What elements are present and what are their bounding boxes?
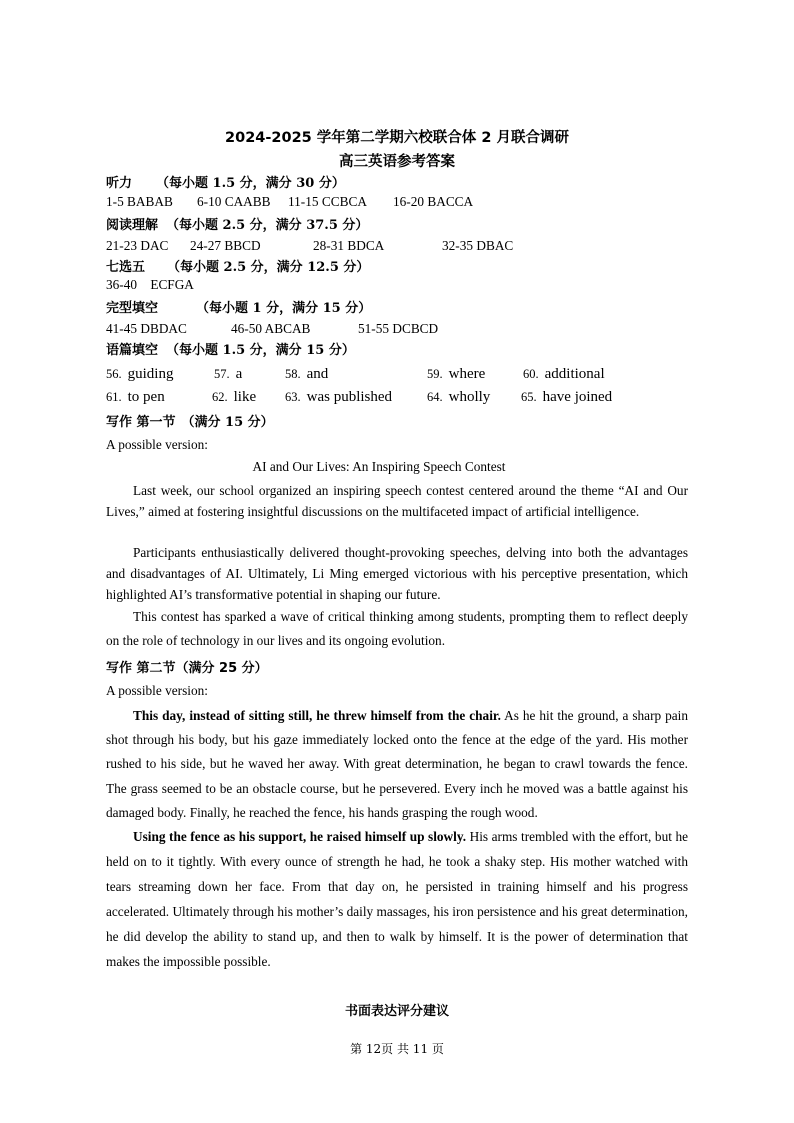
- answer-group: 28-31 BDCA: [313, 238, 385, 253]
- rubric-title: 书面表达评分建议: [344, 1004, 449, 1019]
- page-title: 2024-2025 学年第二学期六校联合体 2 月联合调研: [225, 130, 569, 146]
- grammar-answer: 57. a: [214, 366, 243, 382]
- section-label: 语篇填空: [106, 343, 159, 358]
- answer-group: 1-5 BABAB: [106, 194, 173, 209]
- answer-group: 41-45 DBDAC: [106, 321, 187, 336]
- page-footer: 第 12页 共 11 页: [350, 1042, 444, 1056]
- given-sentence: Using the fence as his support, he raised himself up slowly.: [133, 829, 467, 844]
- section-label: 完型填空: [106, 301, 159, 316]
- grammar-answer: 63. was published: [285, 389, 393, 405]
- answer-group: 36-40 ECFGA: [106, 277, 194, 292]
- section-grammar-heading: [106, 339, 355, 358]
- grammar-answer: 59. where: [427, 366, 486, 382]
- grammar-answer: 60. additional: [523, 366, 605, 382]
- section-writing1-heading: [106, 411, 274, 430]
- section-note: （满分 15 分）: [181, 415, 274, 430]
- section-writing2-heading: [106, 657, 268, 676]
- section-reading-heading: [106, 214, 368, 233]
- grammar-answer: 65. have joined: [521, 389, 613, 405]
- section-label: 七选五: [106, 260, 146, 275]
- section-label: 写作 第二节（满分 25 分）: [106, 661, 268, 676]
- essay-title: AI and Our Lives: An Inspiring Speech Contest: [252, 459, 506, 474]
- grammar-answer: 56. guiding: [106, 366, 174, 382]
- page-subtitle: 高三英语参考答案: [339, 154, 455, 170]
- story-paragraph: [106, 824, 688, 974]
- section-note: （每小题 2.5 分，满分 12.5 分）: [167, 260, 370, 275]
- answer-group: 16-20 BACCA: [393, 194, 474, 209]
- answer-group: 6-10 CAABB: [197, 194, 271, 209]
- answer-group: 51-55 DCBCD: [358, 321, 439, 336]
- answer-group: 21-23 DAC: [106, 238, 169, 253]
- continuation-text: His arms trembled with the effort, but he held on to it tightly. With every ounce of strength he had, he took a shaky step. His mother watched with tears streaming down her face. From that day on, he persisted in training himself and his progress accelerated. Ultimately through his mother’s daily massages, his iron persistence and his great determination, he did develop the ability to stand up, and then to walk by himself. It is the power of determination that makes the impossible possible.: [106, 829, 688, 969]
- grammar-answer: 62. like: [212, 389, 257, 405]
- essay-paragraph: Participants enthusiastically delivered thought-provoking speeches, delving into both the advantages and disadvantages of AI. Ultimately, Li Ming emerged victorious with his perceptive presentation, which highlighted AI’s transformative potential in shaping our future.: [106, 545, 688, 602]
- section-note: （每小题 2.5 分，满分 37.5 分）: [166, 218, 369, 233]
- given-sentence: This day, instead of sitting still, he threw himself from the chair.: [133, 708, 501, 723]
- continuation-text: As he hit the ground, a sharp pain shot through his body, but his gaze immediately locked onto the fence at the edge of the yard. His mother rushed to his side, but he waved her away. With great determination, he began to crawl towards the fence. The grass seemed to be an obstacle course, but he persevered. Every inch he moved was a battle against his damaged body. Finally, he reached the fence, his hands grasping the rough wood.: [106, 708, 688, 820]
- grammar-answer: 64. wholly: [427, 389, 491, 405]
- grammar-answer: 58. and: [285, 366, 329, 382]
- answer-group: 11-15 CCBCA: [288, 194, 367, 209]
- section-listening-heading: [106, 172, 345, 191]
- section-label: 写作 第一节: [106, 415, 176, 430]
- section-label: 阅读理解: [106, 218, 159, 233]
- section-cloze-heading: [106, 297, 371, 316]
- grammar-answer: 61. to pen: [106, 389, 165, 405]
- essay-paragraph: This contest has sparked a wave of critical thinking among students, prompting them to reflect deeply on the role of technology in our lives and its ongoing evolution.: [106, 609, 688, 648]
- version-label: A possible version:: [106, 437, 208, 452]
- section-note: （每小题 1.5 分，满分 15 分）: [166, 343, 355, 358]
- answer-group: 32-35 DBAC: [442, 238, 514, 253]
- answer-group: 24-27 BBCD: [190, 238, 261, 253]
- section-label: 听力: [106, 176, 133, 191]
- section-seven-heading: [106, 256, 369, 275]
- section-note: （每小题 1 分，满分 15 分）: [196, 301, 372, 316]
- answer-group: 46-50 ABCAB: [231, 321, 311, 336]
- story-paragraph: [106, 704, 688, 825]
- version-label: A possible version:: [106, 683, 208, 698]
- essay-paragraph: Last week, our school organized an inspiring speech contest centered around the theme “AI and Our Lives,” aimed at fostering insightful discussions on the multifaceted impact of artificial intelligence.: [106, 483, 688, 519]
- section-note: （每小题 1.5 分，满分 30 分）: [156, 176, 345, 191]
